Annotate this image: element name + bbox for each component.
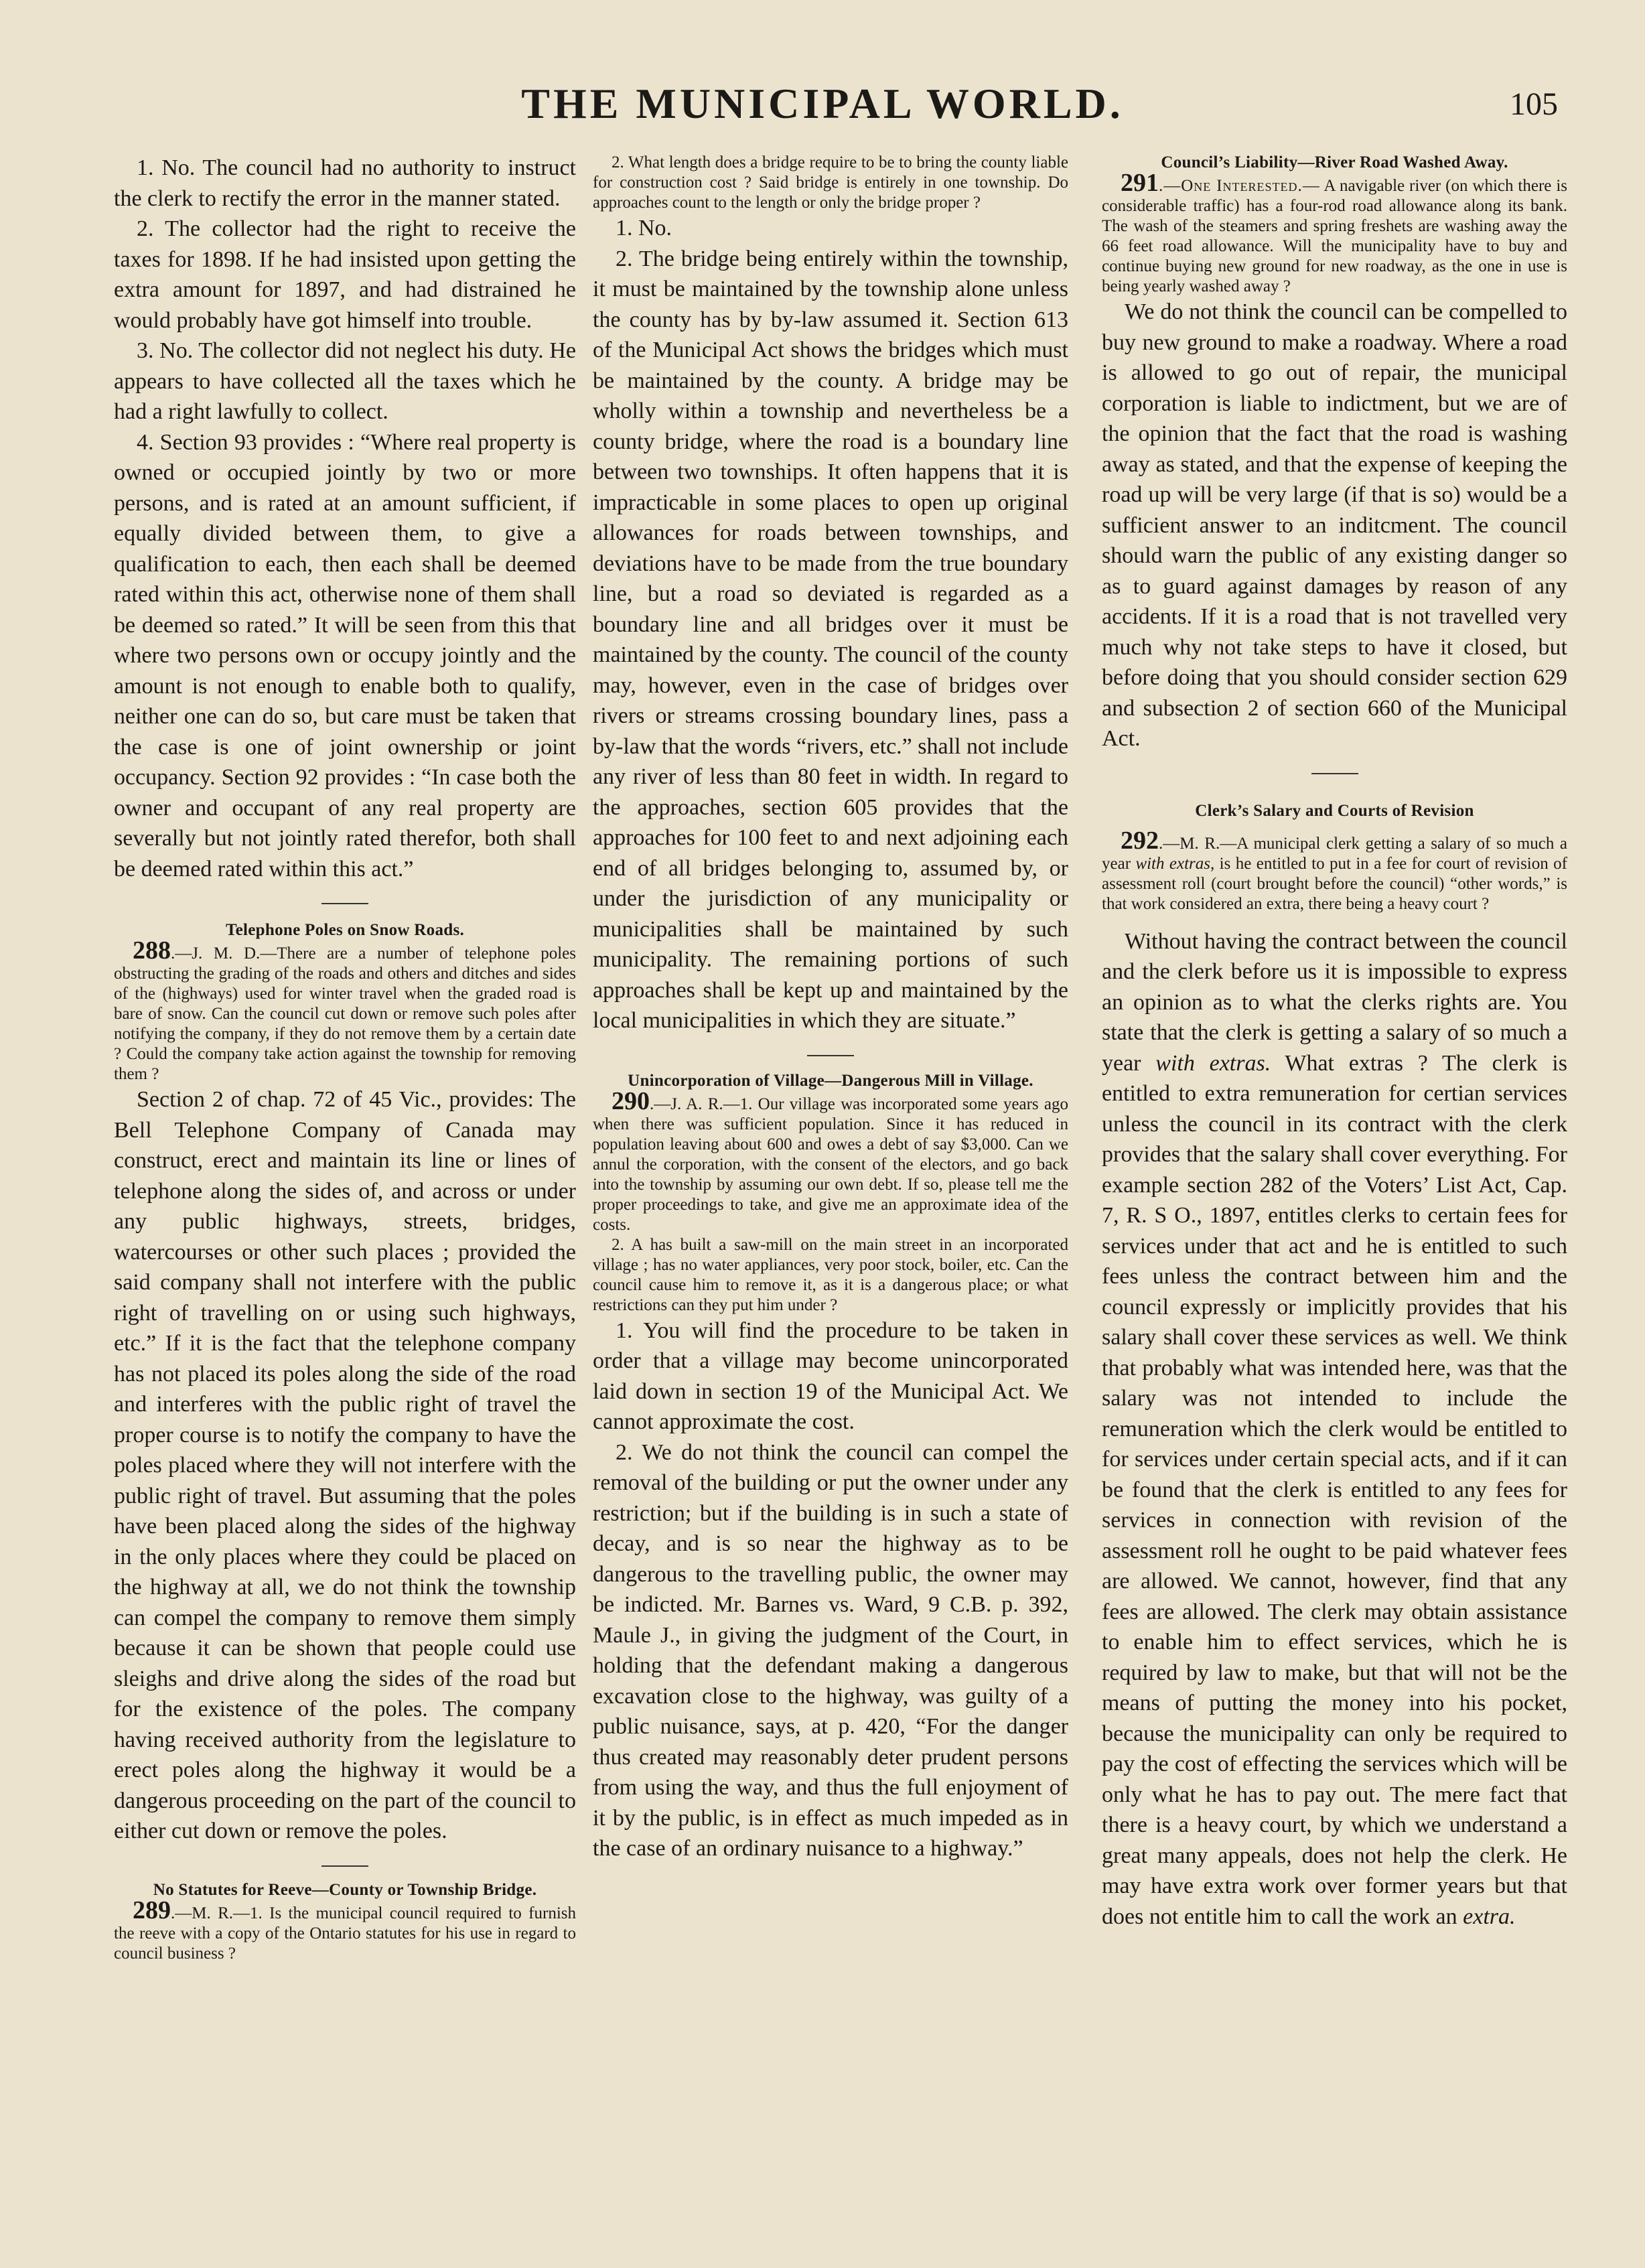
answer-paragraph: 3. No. The collector did not neglect his duty. He appears to have collected all the taxes which he had a right lawfully to collect. — [114, 338, 576, 424]
question-text — [593, 1086, 1068, 1235]
question-body: .—J. A. R.—1. Our village was incorporated some years ago when there was sufficient population. Since it has reduced in population leaving about 600 and owes a debt of say $3,000. Can we annul the corporation, with the consent of the electors, and go back into the township by assuming our own debt. If so, please tell me the proper proceedings to take, and give me an approximate idea of the costs. — [593, 1094, 1068, 1234]
question-text — [1102, 826, 1567, 914]
column-1 — [114, 153, 576, 2216]
answer-paragraph: 2. The collector had the right to receive the taxes for 1898. If he had insisted upon getting the extra amount for 1897, and had distrained he would probably have got himself into trouble. — [114, 216, 576, 333]
answer-paragraph: 2. We do not think the council can compel the removal of the building or put the owner under any restriction; but if the building is in such a state of decay, and is so near the highway as to be dangerous to the travelling public, the owner may be indicted. Mr. Barnes vs. Ward, 9 C.B. p. 392, Maule J., in giving the judgment of the Court, in holding that the defendant making a dangerous excavation close to the highway, was guilty of a public nuisance, says, at p. 420, “For the danger thus created may reasonably deter prudent persons from using the way, and thus the full enjoyment of it by the public, is in effect as much impeded as in the case of an ordinary nuisance to a highway.” — [593, 1439, 1068, 1861]
section-heading: Telephone Poles on Snow Roads. — [225, 921, 465, 939]
question-number: 288 — [133, 936, 171, 965]
question-signature: .—One Interested.— — [1159, 177, 1320, 195]
answer-paragraph: 1. No. — [616, 216, 672, 240]
question-body: A navigable river (on which there is considerable traffic) has a four-rod road allowance along its bank. The wash of the steamers and spring freshets are washing away the 66 feet road allowance. Will the municipality have to buy and continue buying new ground for new roadway, as the one in use is being yearly washed away ? — [1102, 177, 1567, 295]
section-heading: Clerk’s Salary and Courts of Revision — [1195, 801, 1474, 820]
page-number: 105 — [1510, 86, 1558, 122]
section-heading: Council’s Liability—River Road Washed Away. — [1161, 153, 1508, 171]
answer-emphasis: with extras. — [1155, 1050, 1271, 1076]
answer-text: What extras ? The clerk is entitled to extra remuneration for certian services unless the council in its contract with the clerk provides that the salary shall cover everything. For example section 282 of the Voters’ List Act, Cap. 7, R. S O., 1897, entitles clerks to certain fees for services under that act and he is entitled to such fees unless the contract between him and the council expressly or implicitly provides that his salary shall cover these services as well. We think that probably what was intended here, was that the salary was not intended to include the remuneration which the clerk would be entitled to for services under certain special acts, and if it can be found that the clerk is entitled to any fees for services in connection with revision of the assessment roll he ought to be paid whatever fees are allowed. We cannot, however, find that any fees are allowed. The clerk may obtain assistance to enable him to effect services, which he is required by law to make, but that will not be the means of putting the money into his pocket, because the municipality can only be required to pay the cost of effecting the services which will be only what he has to pay out. The mere fact that there is a heavy court, by which we understand a great many appeals, does not help the clerk. He may have extra work over former years but that does not entitle him to call the work an — [1102, 1050, 1567, 1929]
answer-paragraph: We do not think the council can be compelled to buy new ground to make a roadway. Where a road is allowed to go out of repair, the municipal corporation is liable to indictment, but we are of the opinion that the fact that the road is washing away as stated, and that the expense of keeping the road up will be very large (if that is so) would be a sufficient answer to an inditcment. The council should warn the public of any existing danger so as to guard against damages by reason of any accidents. If it is a road that is not travelled very much why not take steps to have it closed, but before doing that you should consider section 629 and subsection 2 of section 660 of the Municipal Act. — [1102, 299, 1567, 751]
answer-emphasis: extra. — [1463, 1904, 1516, 1929]
answer-paragraph: 4. Section 93 provides : “Where real property is owned or occupied jointly by two or more persons, and is rated at an amount sufficient, if equally divided between them, to give a qualification to each, then each shall be deemed rated within this act, otherwise none of them shall be deemed so rated.” It will be seen from this that where two persons own or occupy jointly and the amount is not enough to enable both to qualify, neither one can do so, but care must be taken that the case is one of joint ownership or joint occupancy. Section 92 provides : “In case both the owner and occupant of any real property are severally but not jointly rated therefor, both shall be deemed rated within this act.” — [114, 429, 576, 881]
question-body: , is he entitled to put in a fee for court of revision of assessment roll (court brought before the council) “other words,” is that work considered an extra, there being a heavy court ? — [1102, 854, 1567, 913]
answer-paragraph: 1. You will find the procedure to be taken in order that a village may become unincorporated laid down in section 19 of the Municipal Act. We cannot approximate the cost. — [593, 1318, 1068, 1434]
question-body: .—M. R.—A municipal clerk getting a salary of so much a year — [1102, 834, 1567, 873]
answer-paragraph: Section 2 of chap. 72 of 45 Vic., provides: The Bell Telephone Company of Canada may construct, erect and maintain its line or lines of telephone along the sides of, and across or under any public highways, streets, bridges, watercourses or other such places ; provided the said company shall not interfere with the public right of travelling on or using such highways, etc.” If it is the fact that the telephone company has not placed its poles along the side of the road and interferes with the public right of travel the proper course is to notify the company to have the poles placed where they will not interfere with the public right of travel. But assuming that the poles have been placed along the sides of the highway in the only places where they could be placed on the highway at all, we do not think the township can compel the company to remove them simply because it can be shown that people could use sleighs and drive along the sides of the road but for the existence of the poles. The company having received authority from the legislature to erect poles along the highway it would be a dangerous proceeding on the part of the council to either cut down or remove the poles. — [114, 1087, 576, 1843]
column-3 — [1102, 153, 1567, 2216]
column-2 — [593, 153, 1068, 2216]
answer-paragraph: 2. The bridge being entirely within the township, it must be maintained by the township alone unless the county has by by-law assumed it. Section 613 of the Municipal Act shows the bridges which must be maintained by the county. A bridge may be wholly within a township and nevertheless be a county bridge, where the road is a boundary line between two townships. It often happens that it is impracticable in some places to open up original allowances for roads between townships, and deviations have to be made from the true boundary line, but a road so deviated is regarded as a boundary line and all bridges over it must be maintained by the county. The council of the county may, however, even in the case of bridges over rivers or streams crossing boundary lines, pass a by-law that the words “rivers, etc.” shall not include any river of less than 80 feet in width. In regard to the approaches, section 605 provides that the approaches for 100 feet to and next adjoining each end of all bridges belonging to, assumed by, or under the jurisdiction of any municipality or municipalities shall be maintained by such municipality. The remaining portions of such approaches shall be kept up and maintained by the local municipalities in which they are situate.” — [593, 246, 1068, 1033]
question-number: 290 — [612, 1086, 650, 1115]
section-heading: No Statutes for Reeve—County or Township Bridge. — [153, 1880, 537, 1899]
question-number: 292 — [1121, 826, 1159, 855]
question-body: .—M. R.—1. Is the municipal council required to furnish the reeve with a copy of the Ontario statutes for his use in regard to council business ? — [114, 1904, 576, 1963]
answer-paragraph: 1. No. The council had no authority to instruct the clerk to rectify the error in the manner stated. — [114, 155, 576, 211]
question-body: .—J. M. D.—There are a number of telephone poles obstructing the grading of the roads and others and ditches and sides of the (highways) used for winter travel when the graded road is bare of snow. Can the council cut down or remove such poles after notifying the company, if they do not remove them by a certain date ? Could the company take action against the township for removing them ? — [114, 944, 576, 1083]
question-text: 2. A has built a saw-mill on the main street in an incorporated village ; has no water appliances, very poor stock, boiler, etc. Can the council cause him to remove it, as it is a dangerous place; or what restrictions can they put him under ? — [593, 1235, 1068, 1314]
question-text: 2. What length does a bridge require to be to bring the county liable for construction cost ? Said bridge is entirely in one township. Do approaches count to the length or only the bridge proper ? — [593, 153, 1068, 212]
question-number: 289 — [133, 1896, 171, 1924]
question-number: 291 — [1121, 169, 1159, 197]
masthead — [0, 79, 1645, 133]
question-emphasis: with extras — [1135, 854, 1211, 873]
publication-title: THE MUNICIPAL WORLD. — [521, 80, 1124, 127]
question-text — [1102, 169, 1567, 297]
question-text — [114, 936, 576, 1084]
answer-text: Without having the contract between the council and the clerk before us it is impossible to express an opinion as to what the clerks rights are. You state that the clerk is getting a salary of so much a year — [1102, 928, 1567, 1076]
section-heading: Unincorporation of Village—Dangerous Mill in Village. — [628, 1071, 1033, 1090]
question-text — [114, 1896, 576, 1964]
answer-paragraph — [1102, 926, 1567, 1932]
